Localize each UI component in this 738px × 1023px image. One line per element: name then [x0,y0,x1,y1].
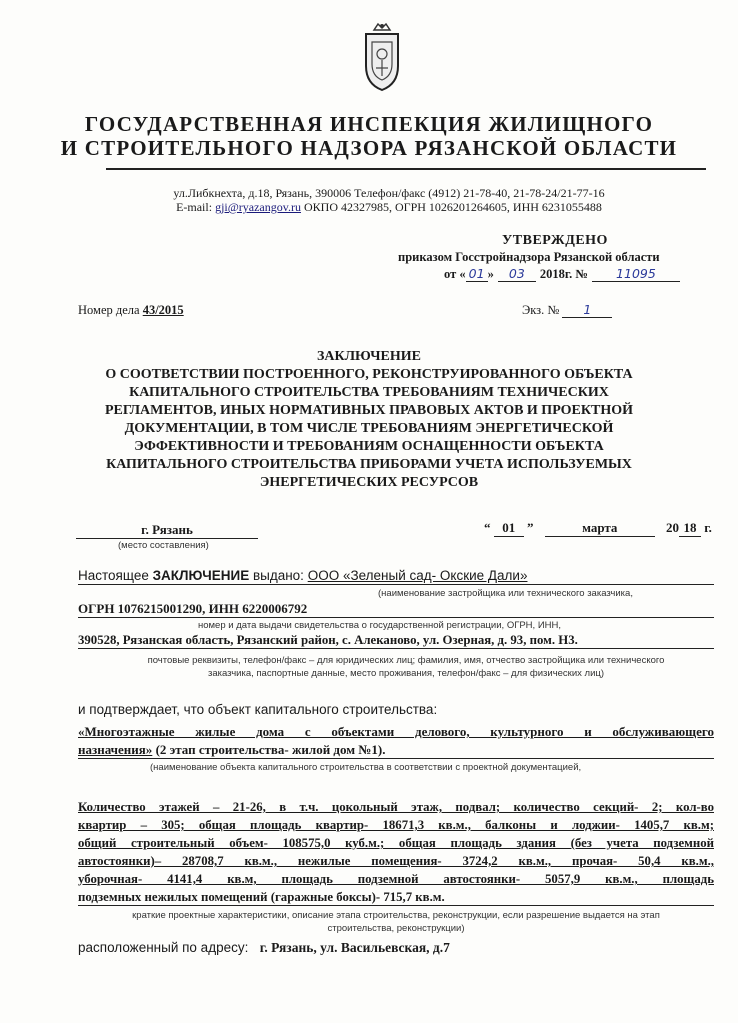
conclusion-line-7: ЭНЕРГЕТИЧЕСКИХ РЕСУРСОВ [259,475,479,490]
date-year: 18 [679,520,701,537]
chars-caption-2: строительства, реконструкции) [327,923,465,934]
issued-org: ООО «Зеленый сад- Окские Дали» [307,568,528,583]
copy-value: 1 [562,302,612,318]
date-day: 01 [494,520,524,537]
object-name-caption: (наименование объекта капитального строительства в соответствии с проектной документацией, [150,762,582,773]
date-month: марта [545,520,655,537]
chars-caption-1: краткие проектные характеристики, описание этапа строительства, реконструкции, если разрешение выдается на этап [132,910,660,921]
approval-number: 11095 [592,266,680,282]
approval-mid: » [487,267,494,281]
org-caption: (наименование застройщика или технического заказчика, [378,588,633,599]
conclusion-line-5: ЭФФЕКТИВНОСТИ И ТРЕБОВАНИЯМ ОСНАЩЕННОСТИ ОБЪЕКТА [134,439,604,454]
header-contacts [20,200,738,215]
conclusion-line-6: КАПИТАЛЬНОГО СТРОИТЕЛЬСТВА ПРИБОРАМИ УЧЕТА ИСПОЛЬЗУЕМЫХ [106,457,632,472]
header-title-line2: И СТРОИТЕЛЬНОГО НАДЗОРА РЯЗАНСКОЙ ОБЛАСТИ [60,136,678,160]
conclusion-line-1: О СООТВЕТСТВИИ ПОСТРОЕННОГО, РЕКОНСТРУИРОВАННОГО ОБЪЕКТА [105,367,633,382]
header-title-line1: ГОСУДАРСТВЕННАЯ ИНСПЕКЦИЯ ЖИЛИЩНОГО [84,112,654,136]
issued-ogrn: ОГРН 1076215001290, ИНН 6220006792 [78,601,714,618]
document-date [484,520,712,537]
place-city: г. Рязань [76,522,258,539]
issued-label-bold: ЗАКЛЮЧЕНИЕ [152,568,250,583]
approval-order: приказом Госстройнадзора Рязанской области [398,250,660,264]
approved-label: УТВЕРЖДЕНО [502,233,608,248]
case-label: Номер дела [78,303,140,317]
object-name-bold: назначения» [78,742,153,757]
object-intro: и подтверждает, что объект капитального строительства: [78,702,438,717]
chars-line-4: автостоянки)– 28708,7 кв.м., нежилые помещения- 3724,2 кв.м., прочая- 50,4 кв.м., [78,854,714,868]
chars-line-6: подземных нежилых помещений (гаражные боксы)- 715,7 кв.м. [78,890,714,906]
approval-month: 03 [498,266,536,282]
location-value: г. Рязань, ул. Васильевская, д.7 [259,940,450,955]
copy-number [522,302,612,318]
location-line [78,940,450,956]
header-codes: ОКПО 42327985, ОГРН 1026201264605, ИНН 6231055488 [300,200,602,214]
case-value: 43/2015 [142,303,184,317]
conclusion-line-3: РЕГЛАМЕНТОВ, ИНЫХ НОРМАТИВНЫХ ПРАВОВЫХ АКТОВ И ПРОЕКТНОЙ [104,403,634,418]
email-prefix: E-mail: [176,200,216,214]
object-name-line2 [78,742,714,759]
issued-address: 390528, Рязанская область, Рязанский район, с. Алеканово, ул. Озерная, д. 93, пом. Н3. [78,633,714,649]
issued-label-post: выдано: [249,568,308,583]
issued-label-pre: Настоящее [78,568,153,583]
conclusion-title: ЗАКЛЮЧЕНИЕ [316,349,422,364]
ogrn-caption: номер и дата выдачи свидетельства о государственной регистрации, ОГРН, ИНН, [198,620,562,631]
date-quote-close: ” [527,520,534,535]
object-name-line1: «Многоэтажные жилые дома с объектами делового, культурного и обслуживающего [78,724,714,739]
conclusion-line-2: КАПИТАЛЬНОГО СТРОИТЕЛЬСТВА ТРЕБОВАНИЯМ ТЕХНИЧЕСКИХ [129,385,609,400]
email-link[interactable]: gji@ryazangov.ru [215,200,301,214]
coat-of-arms-icon [358,20,406,94]
chars-line-2: квартир – 305; общая площадь квартир- 18671,3 кв.м., балконы и лоджии- 1405,7 кв.м; [78,818,714,832]
location-label: расположенный по адресу: [78,940,249,955]
approval-day: 01 [466,266,488,282]
approval-year: 2018г. № [539,267,588,281]
date-quote-open: “ [484,520,491,535]
approval-date [444,266,680,282]
chars-line-3: общий строительный объем- 108575,0 куб.м.; общая площадь здания (без учета подземной [78,836,714,850]
address-caption-2: заказчика, паспортные данные, место проживания, телефон/факс – для физических лиц) [208,668,604,679]
case-number [78,303,184,318]
object-name-rest: (2 этап строительства- жилой дом №1). [152,742,386,757]
copy-label: Экз. № [522,303,560,317]
header-address: ул.Либкнехта, д.18, Рязань, 390006 Телефон/факс (4912) 21-78-40, 21-78-24/21-77-16 [173,186,605,200]
conclusion-line-4: ДОКУМЕНТАЦИИ, В ТОМ ЧИСЛЕ ТРЕБОВАНИЯМ ЭНЕРГЕТИЧЕСКОЙ [124,421,614,436]
header-divider [106,168,706,170]
date-year-prefix: 20 [666,520,679,535]
chars-line-1: Количество этажей – 21-26, в т.ч. цокольный этаж, подвал; количество секций- 2; кол-во [78,800,714,814]
date-year-suffix: г. [704,520,712,535]
issued-line [78,568,714,585]
address-caption-1: почтовые реквизиты, телефон/факс – для юридических лиц; фамилия, имя, отчество застройщика или технического [147,655,665,666]
chars-line-5: уборочная- 4141,4 кв.м, площадь подземной автостоянки- 5057,9 кв.м., площадь [78,872,714,886]
place-caption: (место составления) [118,540,209,551]
approval-from: от « [444,267,466,281]
